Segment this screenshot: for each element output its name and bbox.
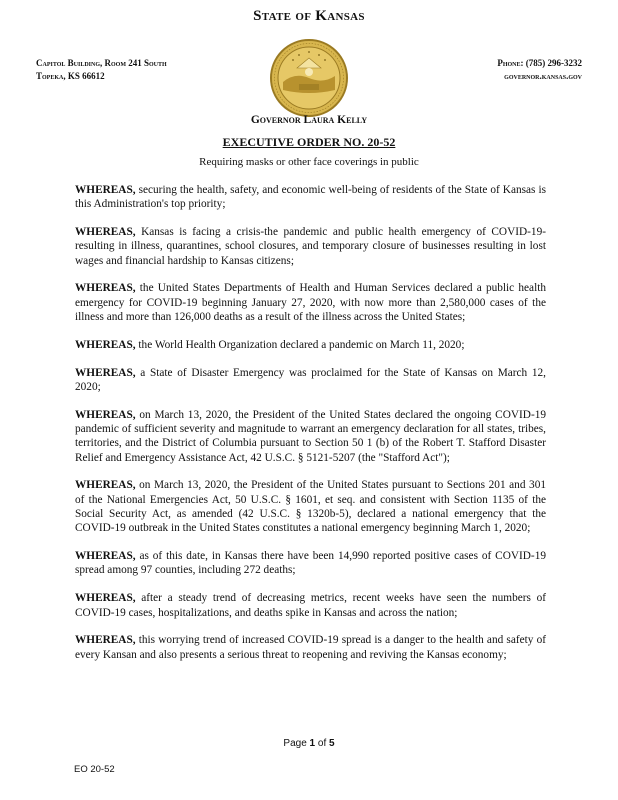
whereas-paragraph: WHEREAS, securing the health, safety, and economic well-being of residents of the State of Kansas is this Administration's top priority; [75,184,546,211]
address-block [36,57,167,83]
whereas-paragraph: WHEREAS, after a steady trend of decreasing metrics, recent weeks have seen the numbers of COVID-19 cases, hospitalizations, and deaths spike in Kansas and across the nation; [75,592,546,619]
whereas-paragraph: WHEREAS, the World Health Organization declared a pandemic on March 11, 2020; [75,338,465,351]
kansas-seal-icon [269,38,349,118]
whereas-paragraph: WHEREAS, Kansas is facing a crisis-the pandemic and public health emergency of COVID-19-resulting in illness, quarantines, school closures, and temporary closure of businesses resulting in lost wages and financial hardship to Kansas citizens; [75,226,546,267]
governor-name: Governor Laura Kelly [250,114,368,126]
order-number: EXECUTIVE ORDER NO. 20-52 [222,135,396,149]
whereas-paragraph: WHEREAS, as of this date, in Kansas there have been 14,990 reported positive cases of COVID-19 spread among 97 counties, including 272 deaths; [75,550,546,577]
address-line-2: Topeka, KS 66612 [36,71,105,81]
whereas-paragraph: WHEREAS, on March 13, 2020, the President of the United States declared the ongoing COVID-19 pandemic of sufficient severity and magnitude to warrant an emergency declaration for all states, tribes, territories, and the District of Columbia pursuant to Section 50 1 (b) of the Robert T. Stafford Disaster Relief and Emergency Assistance Act, 42 U.S.C. § 5121-5207 (the "Stafford Act"); [75,408,546,464]
document-body [75,183,546,675]
document-id: EO 20-52 [74,764,115,775]
phone-number: Phone: (785) 296-3232 [497,58,582,68]
address-line-1: Capitol Building, Room 241 South [36,58,167,68]
whereas-paragraph: WHEREAS, on March 13, 2020, the President of the United States pursuant to Sections 201 and 301 of the National Emergencies Act, 50 U.S.C. § 1601, et seq. and consistent with Section 1135 of the Social Security Act, as amended (42 U.S.C. § 1320b-5), declared a national emergency that the COVID-19 outbreak in the United States constitutes a national emergency beginning March 1, 2020; [75,479,546,535]
whereas-paragraph: WHEREAS, the United States Departments of Health and Human Services declared a public health emergency for COVID-19 beginning January 27, 2020, with now more than 2,580,000 cases of the illness and more than 126,000 deaths as a result of the illness across the United States; [75,282,546,324]
whereas-paragraph: WHEREAS, a State of Disaster Emergency was proclaimed for the State of Kansas on March 12, 2020; [75,366,546,393]
whereas-paragraph: WHEREAS, this worrying trend of increased COVID-19 spread is a danger to the health and safety of every Kansan and also presents a serious threat to reopening and reviving the Kansas economy; [75,634,546,661]
page-number: Page 1 of 5 [283,738,335,749]
contact-block [497,57,582,83]
website: governor.kansas.gov [504,71,582,81]
order-subtitle: Requiring masks or other face coverings in public [199,156,419,168]
state-title: State of Kansas [253,8,365,24]
